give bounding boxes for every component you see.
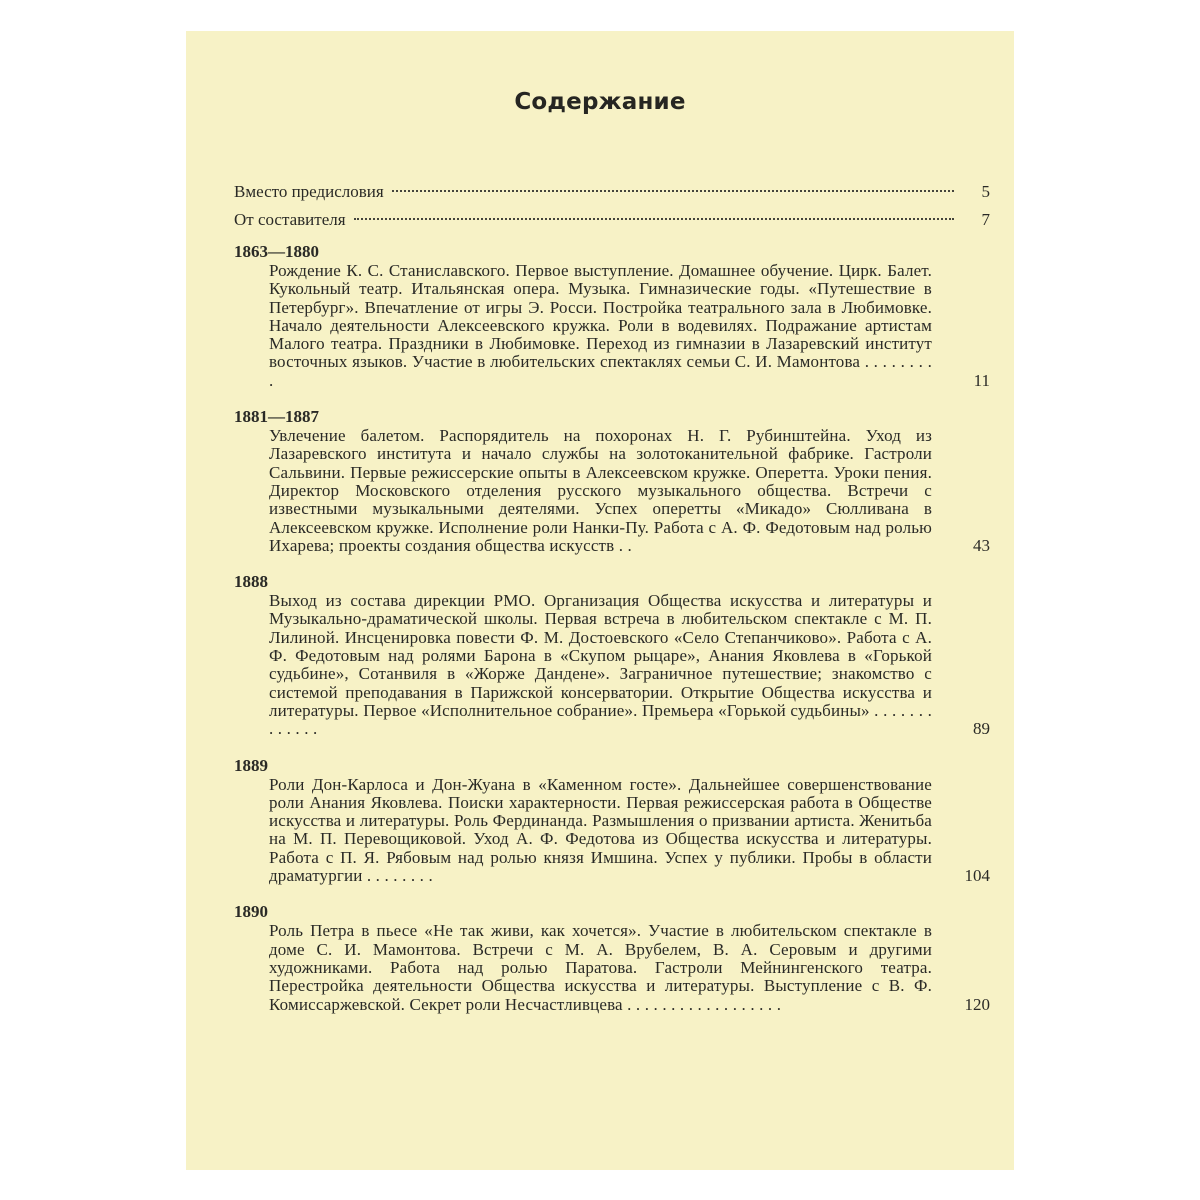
toc-entry-preface[interactable] xyxy=(234,181,990,209)
section-description: Роль Петра в пьесе «Не так живи, как хочется». Участие в любительском спектакле в доме С. И. Мамонтова. Встречи с М. А. Врубелем, В. А. Серовым и другими художниками. Работа над ролью Паратова. Гастроли Мейнингенского театра. Перестройка деятельности Общества искусства и литературы. Выступление с В. Ф. Комиссаржевской. Секрет роли Несчастливцева . . . . . . . . . . . . . . . . . . xyxy=(269,921,932,1014)
section-year: 1881—1887 xyxy=(234,407,319,427)
table-of-contents xyxy=(234,181,990,1014)
section-description: Увлечение балетом. Распорядитель на похоронах Н. Г. Рубинштейна. Уход из Лазаревского института и начало службы на золотоканительной фабрике. Гастроли Сальвини. Первые режиссерские опыты в Алексеевском кружке. Оперетта. Уроки пения. Директор Московского отделения русского музыкального общества. Встречи с известными музыкальными деятелями. Успех оперетты «Микадо» Сюлливана в Алексеевском кружке. Исполнение роли Нанки-Пу. Работа с А. Ф. Федотовым над ролью Ихарева; проекты создания общества искусств . . xyxy=(269,426,932,555)
toc-section-1890[interactable] xyxy=(234,901,990,1013)
toc-page-number: 120 xyxy=(964,994,990,1014)
section-year: 1888 xyxy=(234,572,268,592)
toc-section-1888[interactable] xyxy=(234,571,990,738)
toc-entry-compiler[interactable] xyxy=(234,209,990,237)
toc-section-1889[interactable] xyxy=(234,755,990,886)
section-year: 1890 xyxy=(234,902,268,922)
section-year: 1863—1880 xyxy=(234,242,319,261)
page-title: Содержание xyxy=(514,89,686,115)
toc-section-1863-1880[interactable] xyxy=(234,241,990,390)
section-description: Роли Дон-Карлоса и Дон-Жуана в «Каменном госте». Дальнейшее совершенствование роли Анания Яковлева. Поиски характерности. Первая режиссерская работа в Обществе искусства и литературы. Роль Фердинанда. Размышления о призвании артиста. Женитьба на М. П. Перевощиковой. Уход А. Ф. Федотова из Общества искусства и литературы. Работа с П. Я. Рябовым над ролью князя Имшина. Успех у публики. Пробы в области драматургии . . . . . . . . xyxy=(269,774,932,886)
toc-page-number: 5 xyxy=(981,182,990,201)
section-description: Выход из состава дирекции РМО. Организация Общества искусства и литературы и Музыкально-драматической школы. Первая встреча в любительском спектакле с М. П. Лилиной. Инсценировка повести Ф. М. Достоевского «Село Степанчиково». Работа с А. Ф. Федотовым над ролями Барона в «Скупом рыцаре», Анания Яковлева в «Горькой судьбине», Сотанвиля в «Жорже Дандене». Заграничное путешествие; знакомство с системой преподавания в Парижской консерватории. Открытие Общества искусства и литературы. Первое «Исполнительное собрание». Премьера «Горькой судьбины» . . . . . . . . . . . . . xyxy=(269,591,932,739)
book-page xyxy=(186,31,1014,1170)
toc-page-number: 7 xyxy=(981,210,990,229)
toc-page-number: 11 xyxy=(973,370,990,390)
toc-page-number: 104 xyxy=(964,866,990,886)
section-description: Рождение К. С. Станиславского. Первое выступление. Домашнее обучение. Цирк. Балет. Кукольный театр. Итальянская опера. Музыка. Гимназические годы. «Путешествие в Петербург». Впечатление от игры Э. Росси. Постройка театрального зала в Любимовке. Начало деятельности Алексеевского кружка. Роли в водевилях. Подражание артистам Малого театра. Праздники в Любимовке. Переход из гимназии в Лазаревский институт восточных языков. Участие в любительских спектаклях семьи С. И. Мамонтова . . . . . . . . . xyxy=(269,261,932,390)
toc-entry-label: От составителя xyxy=(234,210,346,229)
toc-entry-label: Вместо предисловия xyxy=(234,182,384,201)
toc-page-number: 43 xyxy=(973,535,990,555)
section-year: 1889 xyxy=(234,755,268,775)
toc-page-number: 89 xyxy=(973,719,990,739)
dot-leader xyxy=(392,190,954,192)
toc-section-1881-1887[interactable] xyxy=(234,406,990,555)
dot-leader xyxy=(354,218,954,220)
